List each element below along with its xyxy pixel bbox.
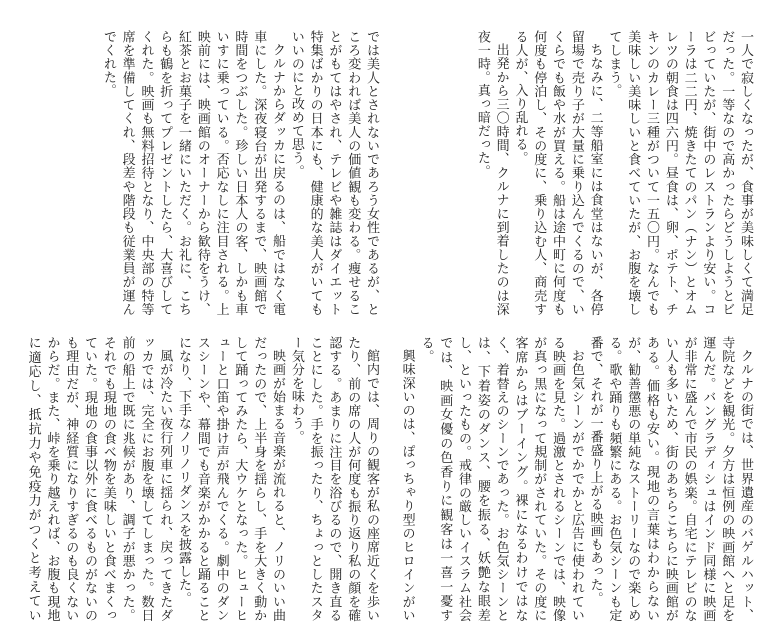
right-page-bottom-column	[398, 336, 754, 622]
paragraph: ちなみに、二等船室には食堂はないが、各停留場で売り子が大量に乗り込んでくるので、いくらでも飯や水が買える。船は途中町に何度も何度も停泊し、その度に、乗り込む人、商売する人が、入り乱れる。	[512, 30, 603, 316]
left-page-bottom-column	[24, 336, 380, 622]
paragraph: 興味深いのは、ぽっちゃり型のヒロインがい	[399, 349, 415, 622]
paragraph: お色気シーンがでかでかと広告に使われている映画を見た。過激とされるシーンでは、映像が真っ黒になって規制がされていた。その度に客席からはブーイング。裸になるわけではなく、着替えのシーンであった。お色気シーンとは、下着姿のダンス、腰を振る、妖艶な眼差し、といったもの。戒律の厳しいイスラム社会では、映画女優の色香りに観客は一喜一憂する。	[418, 336, 584, 622]
paragraph: 映画が始まる音楽が流れると、ノリのいい曲だったので、上半身を揺らし、手を大きく動かして踊ってみたら、大ウケとなった。ヒューヒューと口笛や掛け声が飛んでくる。劇中のダンスシーンや、幕間でも音楽がかかると踊ることになり、下手なノリノリダンスを披露した。	[176, 336, 286, 622]
paragraph: では美人とされないであろう女性であるが、ところ変われば美人の価値観も変わる。痩せることがもてはやされ、テレビや雑誌はダイエット特集ばかりの日本にも、健康的な美人がいてもいいのにと改めて思う。	[288, 30, 379, 316]
paragraph: 一人で寂しくなったが、食事が美味しくて満足だった。一等なので高かったらどうしようとビビっていたが、街中のレストランより安い。コーラは二二円、焼きたてのパン（ナン）とオムレツの朝食は四六円。昼食は、卵、ポテト、チキンのカレー三種がついて一五〇円。なんでも美味しい美味しいと食べていたが、お腹を壊してしまう。	[606, 30, 753, 316]
paragraph: 館内では、周りの観客が私の座席近くを歩いたり、前の席の人が何度も振り返り私の顔を確認する。あまりに注目を浴びるので、開き直ることにした。手を振ったり、ちょっとしたスター気分を味わう。	[288, 336, 379, 622]
paragraph: クルナの街では、世界遺産のバゲルハット、寺院などを観光。夕方は恒例の映画館へと足を運んだ。バングラディシュはインド同様に映画が非常に盛んで市民の娯楽。自宅にテレビのない人も多いため、街のあちらこちらに映画館がある。価格も安い。現地の言葉はわからないが、勧善懲悪の単純なストーリーなので楽しめる。歌や踊りも頻繁にある。お色気シーンも定番で、それが一番盛り上がる映画もあった。	[587, 336, 753, 622]
right-page-top-column	[398, 30, 754, 316]
paragraph: 出発から三〇時間、クルナに到着したのは深夜一時。真っ暗だった。	[474, 30, 509, 316]
left-page-top-column	[24, 30, 380, 316]
paragraph: クルナからダッカに戻るのは、船ではなく電車にした。深夜寝台が出発するまで、映画館で時間をつぶした。珍しい日本人の客、しかも車いすに乗っている。否応なしに注目される。上映前には、映画館のオーナーから歓待をうけ、紅茶とお菓子を一緒にいただく。お礼に、こちらも鶴を折ってプレゼントしたら、大喜びしてくれた。映画も無料招待となり、中央部の特等席を準備してくれ、段差や階段も従業員が運んでくれた。	[100, 30, 286, 316]
paragraph: 風が冷たい夜行列車に揺られ、戻ってきたダッカでは、完全にお腹を壊してしまった。数日前の船上で既に兆候があり、調子が悪かった。それでも現地の食べ物を美味しいと食べまくっていた。現地の食事以外に食べるものがないのも理由だが、神経質になりすぎるのも良くないからだ。また、峠を乗り越えれば、お腹も現地に適応し、抵抗力や免疫力がつくと考えてい	[25, 336, 173, 622]
